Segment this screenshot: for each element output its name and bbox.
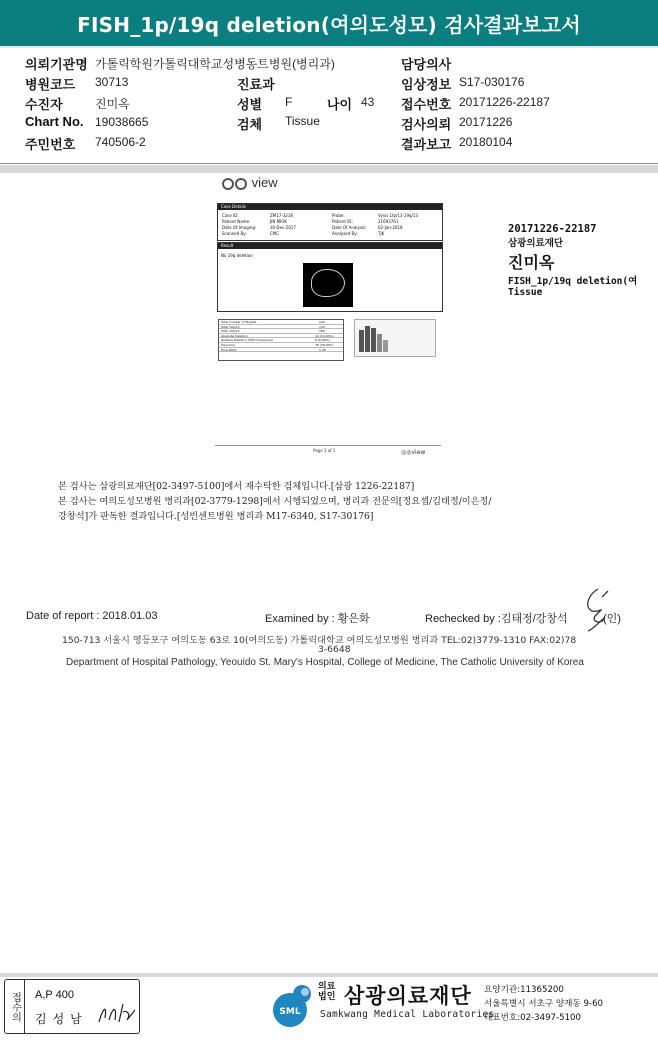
stats-key: Relative Deletion (FISH Imbalance) bbox=[221, 338, 274, 343]
info-row-4 bbox=[0, 114, 658, 134]
bioview-logo-text: view bbox=[251, 175, 278, 190]
org-legal-type bbox=[318, 982, 335, 1002]
attending-label: 담당의사 bbox=[401, 57, 452, 72]
examined-by: Examined by : 황은화 bbox=[265, 613, 370, 625]
bioview-ring-icon: ◎◎ bbox=[401, 449, 412, 456]
request-date-value: 20171226 bbox=[459, 115, 513, 129]
case-val: 21693761 bbox=[378, 219, 399, 224]
bioview-ring-icon bbox=[235, 178, 247, 190]
org-legal-2: 법인 bbox=[318, 992, 336, 1002]
case-key: Date Of Imaging: bbox=[222, 225, 257, 230]
chart-no-label: Chart No. bbox=[25, 114, 84, 129]
specimen-value: Tissue bbox=[285, 114, 320, 128]
sex-label: 성별 bbox=[237, 97, 263, 112]
note-line-2: 본 검사는 여의도성모병원 병리과[02-3779-1298]에서 시행되었으며, 병리과 전문의[정요셉/김태정/이은정/ bbox=[58, 496, 492, 507]
requesting-org-value: 가톨릭학원가톨릭대학교성병동트병원(병리과) bbox=[95, 57, 335, 71]
case-details-header: Case Details bbox=[218, 204, 442, 210]
case-key: Scanned By: bbox=[222, 231, 247, 236]
care-code: 요양기관:11365200 bbox=[484, 985, 564, 995]
report-body bbox=[0, 173, 658, 973]
report-title: FISH_1p/19q deletion(여의도성모) 검사결과보고서 bbox=[77, 12, 581, 37]
case-val: 30-Dec-2017 bbox=[270, 225, 296, 230]
histogram-bar bbox=[383, 340, 388, 352]
stats-key: Total 19q/13 bbox=[221, 329, 240, 334]
patient-label: 수진자 bbox=[25, 97, 63, 112]
org-english-name: Samkwang Medical Laboratories bbox=[320, 1009, 495, 1020]
stats-val: 14 (14.00%) bbox=[315, 333, 334, 338]
receipt-no-value: 20171226-22187 bbox=[459, 95, 550, 109]
case-key: Probe: bbox=[332, 213, 345, 218]
stats-val: 130 bbox=[319, 324, 325, 329]
page-indicator: Page 1 of 1 bbox=[313, 448, 336, 453]
received-box bbox=[4, 979, 140, 1034]
stats-row bbox=[219, 348, 343, 353]
case-line bbox=[222, 231, 440, 236]
bioview-ring-icon bbox=[222, 178, 234, 190]
info-row-3 bbox=[0, 94, 658, 114]
lab-stamp bbox=[508, 223, 637, 298]
sml-logo-text: SML bbox=[279, 1007, 301, 1017]
stats-key: Absolute Deletion bbox=[221, 333, 248, 338]
patient-value: 진미옥 bbox=[95, 97, 130, 111]
case-key: Patient Name: bbox=[222, 219, 251, 224]
org-address: 서울특별시 서초구 양재동 9-60 bbox=[484, 999, 604, 1009]
clinical-info-value: S17-030176 bbox=[459, 75, 525, 89]
case-key: Analysed By: bbox=[332, 231, 358, 236]
received-signature bbox=[97, 1000, 137, 1028]
address-line-2: 3-6648 bbox=[318, 644, 351, 655]
histogram-bar bbox=[365, 326, 370, 352]
receipt-no-label: 접수번호 bbox=[401, 97, 452, 112]
scanned-footer-line bbox=[215, 445, 441, 446]
result-header: Result bbox=[218, 243, 442, 249]
received-label-text: 접수의 bbox=[9, 991, 21, 1022]
hospital-code-value: 30713 bbox=[95, 75, 129, 89]
report-date-value: 20180104 bbox=[459, 135, 513, 149]
stats-val: 1.38 bbox=[319, 347, 326, 352]
case-val: TJK bbox=[378, 231, 385, 236]
id-value: 740506-2 bbox=[95, 135, 146, 149]
stats-val: 180 bbox=[319, 329, 325, 334]
stats-table bbox=[218, 319, 344, 361]
info-row-2 bbox=[0, 74, 658, 94]
case-key: Date Of Analysis: bbox=[332, 225, 367, 230]
nucleus-outline bbox=[311, 269, 345, 297]
report-date-label: 결과보고 bbox=[401, 137, 452, 152]
received-label bbox=[5, 980, 25, 1033]
info-row-1 bbox=[0, 54, 658, 74]
result-box bbox=[217, 242, 443, 312]
stats-val: 78 (78.00%) bbox=[315, 342, 334, 347]
bottom-divider bbox=[0, 973, 658, 977]
sex-value: F bbox=[285, 95, 293, 109]
received-ap: A,P 400 bbox=[35, 989, 74, 1001]
patient-info-section bbox=[0, 50, 658, 164]
requesting-org-label: 의뢰기관명 bbox=[25, 57, 88, 72]
bioview-small-logo bbox=[401, 449, 425, 456]
report-title-bar bbox=[0, 0, 658, 48]
clinical-info-label: 임상정보 bbox=[401, 77, 452, 92]
case-line bbox=[222, 219, 440, 224]
bioview-logo bbox=[222, 175, 278, 190]
histogram-bar bbox=[359, 330, 364, 352]
signature-scribble bbox=[582, 585, 622, 633]
stats-key: Polysomy bbox=[221, 342, 236, 347]
sml-logo-icon bbox=[268, 980, 318, 1030]
department-label: 진료과 bbox=[237, 77, 275, 92]
stats-val: 6 (6.00%) bbox=[315, 338, 330, 343]
address-line-1: 150-713 서울시 영등포구 여의도동 63로 10(여의도동) 가톨릭대학교 여의도성모병원 병리과 TEL:02)3779-1310 FAX:02)78 bbox=[62, 635, 577, 646]
age-label: 나이 bbox=[327, 97, 353, 112]
histogram-bar bbox=[377, 334, 382, 352]
chart-no-value: 19038665 bbox=[95, 115, 149, 129]
hospital-code-label: 병원코드 bbox=[25, 77, 76, 92]
note-line-1: 본 검사는 삼광의료재단[02-3497-5100]에서 재수탁한 검체입니다.[삼광 1226-22187] bbox=[58, 481, 415, 492]
case-val: CMC bbox=[270, 231, 280, 236]
case-val: Vysis 1fp/13-19q/13 bbox=[378, 213, 418, 218]
date-of-report: Date of report : 2018.01.03 bbox=[26, 610, 158, 622]
case-val: 02-Jan-2018 bbox=[378, 225, 403, 230]
org-phone: 대표번호:02-3497-5100 bbox=[484, 1013, 581, 1023]
seal-mark: (인) bbox=[603, 613, 621, 625]
result-summary: No 19q deletion bbox=[221, 253, 253, 258]
id-label: 주민번호 bbox=[25, 137, 76, 152]
received-name: 김성남 bbox=[35, 1012, 88, 1026]
case-val: JIN MIOK bbox=[270, 219, 288, 224]
department-english: Department of Hospital Pathology, Yeouido St. Mary's Hospital, College of Medicine, The Catholic University of Korea bbox=[66, 657, 584, 668]
request-date-label: 검사의뢰 bbox=[401, 117, 452, 132]
case-val: ZM17-3218 bbox=[270, 213, 293, 218]
stamp-specimen: Tissue bbox=[508, 287, 543, 298]
case-line bbox=[222, 213, 440, 218]
histogram-bar bbox=[371, 328, 376, 352]
info-row-5 bbox=[0, 134, 658, 154]
stats-val: 100 bbox=[319, 320, 325, 324]
signal-histogram bbox=[354, 319, 436, 357]
stamp-test: FISH_1p/19q deletion(여 bbox=[508, 276, 638, 287]
org-legal-1: 의료 bbox=[318, 982, 336, 992]
stamp-receipt: 20171226-22187 bbox=[508, 223, 597, 235]
specimen-label: 검체 bbox=[237, 117, 263, 132]
fish-cell-image bbox=[303, 263, 353, 307]
stamp-patient: 진미옥 bbox=[508, 253, 555, 272]
stats-key: Final Ratio bbox=[221, 347, 237, 352]
org-name: 삼광의료재단 bbox=[344, 984, 472, 1008]
bioview-small-text: view bbox=[411, 449, 426, 456]
stats-key: Total number of Targets bbox=[221, 320, 257, 324]
divider-band bbox=[0, 165, 658, 173]
case-line bbox=[222, 225, 440, 230]
rechecked-by: Rechecked by :김태정/강창석 bbox=[425, 613, 568, 625]
stamp-org: 삼광의료재단 bbox=[508, 238, 564, 249]
case-key: Patient ID: bbox=[332, 219, 353, 224]
case-details-box bbox=[217, 203, 443, 241]
case-key: Case ID: bbox=[222, 213, 239, 218]
note-line-3: 강창석]가 판독한 결과입니다.[성빈센트병원 병리과 M17-6340, S17-30176] bbox=[58, 511, 374, 522]
stats-key: Total 19p/13 bbox=[221, 324, 240, 329]
age-value: 43 bbox=[361, 95, 375, 109]
